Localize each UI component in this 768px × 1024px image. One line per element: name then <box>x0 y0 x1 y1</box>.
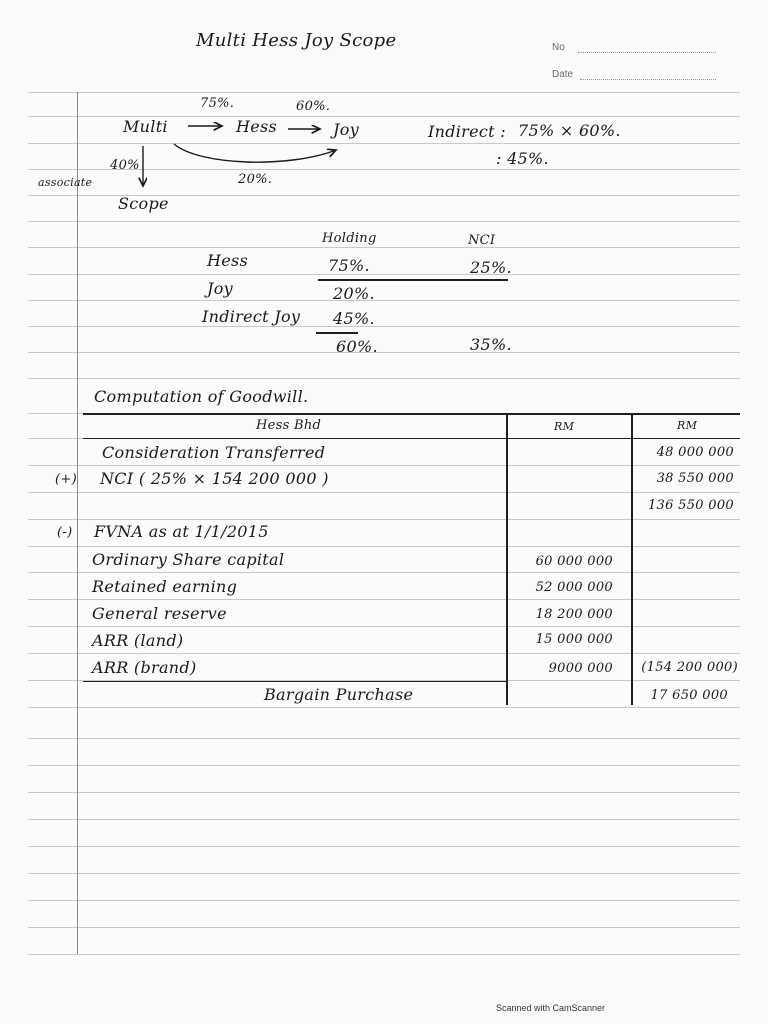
multi-label: Multi <box>123 117 168 136</box>
goodwill-item-retained-earning: Retained earning <box>92 577 238 596</box>
goodwill-col-divider-2 <box>631 413 633 705</box>
goodwill-result-label: Bargain Purchase <box>264 685 414 704</box>
pct-multi-scope: 40% <box>110 158 140 173</box>
hess-label: Hess <box>236 117 278 136</box>
associate-label: associate <box>38 176 93 189</box>
arrow-multi-joy <box>174 144 336 162</box>
goodwill-bottom-rule <box>83 681 508 682</box>
goodwill-rm1-retained-earning: 52 000 000 <box>535 580 613 595</box>
pct-hess-joy: 60%. <box>296 99 331 114</box>
holding-value-indirect-joy: 45%. <box>333 309 375 328</box>
holding-entity-hess: Hess <box>207 251 249 270</box>
nci-value-hess: 25%. <box>470 258 512 277</box>
goodwill-entity-header: Hess Bhd <box>256 418 322 433</box>
holding-value-joy: 20%. <box>333 284 375 303</box>
goodwill-rm2-nci: 38 550 000 <box>656 471 734 486</box>
goodwill-sign-plus: (+) <box>55 472 77 487</box>
holding-rule-2 <box>316 332 358 334</box>
goodwill-header-rule <box>83 438 740 439</box>
goodwill-item-arr-land: ARR (land) <box>92 631 184 650</box>
goodwill-item-fvna: FVNA as at 1/1/2015 <box>94 522 269 541</box>
holding-rule-1 <box>318 279 508 281</box>
goodwill-item-general-reserve: General reserve <box>92 604 227 623</box>
goodwill-item-nci: NCI ( 25% × 154 200 000 ) <box>100 469 329 488</box>
goodwill-item-consideration: Consideration Transferred <box>102 443 326 462</box>
nci-header: NCI <box>468 233 496 248</box>
goodwill-rm1-share-capital: 60 000 000 <box>535 554 613 569</box>
goodwill-col-divider-1 <box>506 413 508 705</box>
goodwill-result-value: 17 650 000 <box>650 688 728 703</box>
goodwill-rm-header-1: RM <box>554 420 575 433</box>
goodwill-item-arr-brand: ARR (brand) <box>92 658 197 677</box>
holding-entity-joy: Joy <box>207 279 233 298</box>
joy-label: Joy <box>333 120 359 139</box>
scope-label: Scope <box>118 194 169 213</box>
page-title: Multi Hess Joy Scope <box>196 30 397 51</box>
indirect-label: Indirect : <box>428 122 506 141</box>
holding-value-hess: 75%. <box>328 256 370 275</box>
goodwill-rm2-fvna-total: (154 200 000) <box>641 660 738 675</box>
pct-multi-joy: 20%. <box>238 172 273 187</box>
nci-value-total: 35%. <box>470 335 512 354</box>
goodwill-rm-header-2: RM <box>677 419 698 432</box>
diagram-arrows <box>0 0 768 260</box>
holding-entity-indirect-joy: Indirect Joy <box>202 307 301 326</box>
goodwill-rm1-general-reserve: 18 200 000 <box>535 607 613 622</box>
holding-value-total: 60%. <box>336 337 378 356</box>
goodwill-heading: Computation of Goodwill. <box>94 387 309 406</box>
no-label: No <box>552 42 565 53</box>
goodwill-rm1-arr-land: 15 000 000 <box>535 632 613 647</box>
holding-header: Holding <box>322 231 377 246</box>
date-label: Date <box>552 69 574 80</box>
indirect-calc: 75% × 60%. <box>518 121 621 140</box>
goodwill-top-rule <box>83 413 740 415</box>
scanner-footer: Scanned with CamScanner <box>496 1003 606 1013</box>
goodwill-sign-minus: (-) <box>57 525 73 540</box>
goodwill-rm1-arr-brand: 9000 000 <box>548 661 613 676</box>
goodwill-rm2-subtotal: 136 550 000 <box>647 498 734 513</box>
goodwill-item-share-capital: Ordinary Share capital <box>92 550 285 569</box>
goodwill-rm2-consideration: 48 000 000 <box>656 445 734 460</box>
indirect-result: : 45%. <box>496 149 549 168</box>
pct-multi-hess: 75%. <box>200 96 235 111</box>
